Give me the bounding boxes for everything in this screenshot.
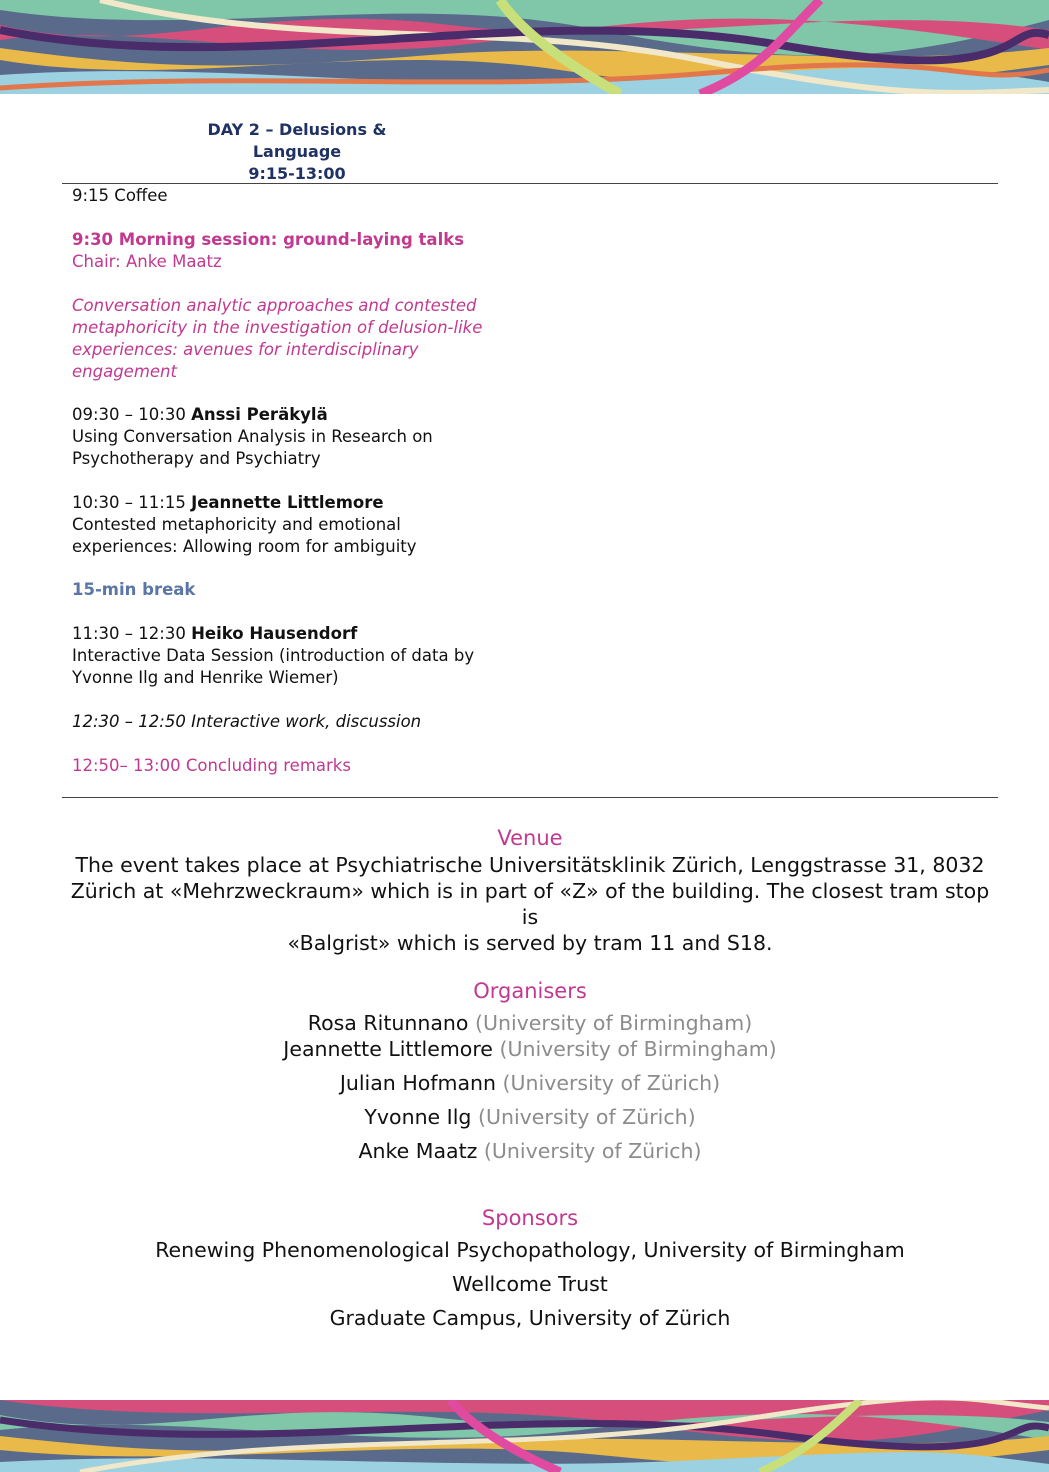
organiser-entry [62, 1104, 998, 1130]
organisers-heading: Organisers [473, 979, 587, 1003]
day-title: DAY 2 – Delusions & Language [207, 120, 387, 161]
venue-section [62, 824, 998, 956]
talk-title-line: Interactive Data Session (introduction of data by [72, 646, 475, 665]
talk-title-line: Psychotherapy and Psychiatry [72, 449, 321, 468]
organiser-affiliation: (University of Zürich) [502, 1071, 721, 1095]
organiser-affiliation: (University of Birmingham) [474, 1011, 753, 1035]
break-text: 15-min break [72, 580, 196, 599]
interactive-work-text: 12:30 – 12:50 Interactive work, discussion [72, 712, 422, 731]
day-time-range: 9:15-13:00 [248, 164, 346, 183]
morning-session-title: 9:30 Morning session: ground-laying talks [72, 230, 465, 249]
divider-bottom [62, 797, 998, 798]
interactive-work-item [72, 711, 542, 733]
talk-speaker: Anssi Peräkylä [191, 405, 328, 424]
talk-title-line: Contested metaphoricity and emotional [72, 515, 401, 534]
sponsor-item: Graduate Campus, University of Zürich [329, 1306, 731, 1330]
sponsors-heading: Sponsors [481, 1206, 579, 1230]
talk-item [72, 404, 542, 470]
sponsor-item: Wellcome Trust [452, 1272, 608, 1296]
talk-item [72, 492, 542, 558]
organiser-affiliation: (University of Zürich) [483, 1139, 702, 1163]
organiser-name: Rosa Ritunnano [307, 1011, 469, 1035]
organiser-name: Yvonne Ilg [364, 1105, 472, 1129]
concluding-text: 12:50– 13:00 Concluding remarks [72, 756, 351, 775]
organiser-entry [62, 1138, 998, 1164]
session-theme-line: experiences: avenues for interdisciplinary [72, 340, 419, 359]
talk-time: 11:30 – 12:30 [72, 624, 186, 643]
sponsor-item: Renewing Phenomenological Psychopathology, University of Birmingham [155, 1238, 905, 1262]
coffee-text: 9:15 Coffee [72, 186, 168, 205]
venue-line: The event takes place at Psychiatrische Universitätsklinik Zürich, Lenggstrasse 31, 8032 [75, 853, 985, 877]
bottom-decorative-banner [0, 1400, 1049, 1472]
sponsors-section [62, 1204, 998, 1331]
day-heading [166, 119, 428, 185]
talk-time: 09:30 – 10:30 [72, 405, 186, 424]
top-decorative-banner [0, 0, 1049, 94]
talk-time: 10:30 – 11:15 [72, 493, 186, 512]
organiser-entry [62, 1070, 998, 1096]
session-theme-line: engagement [72, 362, 177, 381]
organiser-entry [62, 1010, 998, 1036]
organiser-affiliation: (University of Zürich) [477, 1105, 696, 1129]
morning-session-block [72, 229, 542, 273]
organiser-name: Julian Hofmann [339, 1071, 497, 1095]
divider-top [62, 183, 998, 184]
talk-title-line: experiences: Allowing room for ambiguity [72, 537, 417, 556]
organiser-name: Jeannette Littlemore [283, 1037, 493, 1061]
coffee-item [72, 185, 542, 207]
session-theme-line: metaphoricity in the investigation of delusion-like [72, 318, 483, 337]
break-item [72, 579, 542, 601]
morning-session-chair: Chair: Anke Maatz [72, 252, 222, 271]
talk-speaker: Heiko Hausendorf [191, 624, 358, 643]
concluding-item [72, 755, 542, 777]
organiser-name: Anke Maatz [358, 1139, 478, 1163]
ribbon-pattern-image [0, 0, 1049, 94]
organiser-affiliation: (University of Birmingham) [499, 1037, 777, 1061]
session-theme-line: Conversation analytic approaches and contested [72, 296, 477, 315]
talk-item [72, 623, 542, 689]
talk-title-line: Yvonne Ilg and Henrike Wiemer) [72, 668, 339, 687]
session-theme [72, 295, 542, 383]
venue-line: «Balgrist» which is served by tram 11 and S18. [287, 931, 773, 955]
talk-speaker: Jeannette Littlemore [191, 493, 384, 512]
ribbon-pattern-image [0, 1400, 1049, 1472]
venue-heading: Venue [497, 826, 563, 850]
organiser-entry [62, 1036, 998, 1062]
venue-line: Zürich at «Mehrzweckraum» which is in part of «Z» of the building. The closest tram stop is [70, 879, 990, 929]
organisers-section [62, 977, 998, 1164]
talk-title-line: Using Conversation Analysis in Research on [72, 427, 433, 446]
